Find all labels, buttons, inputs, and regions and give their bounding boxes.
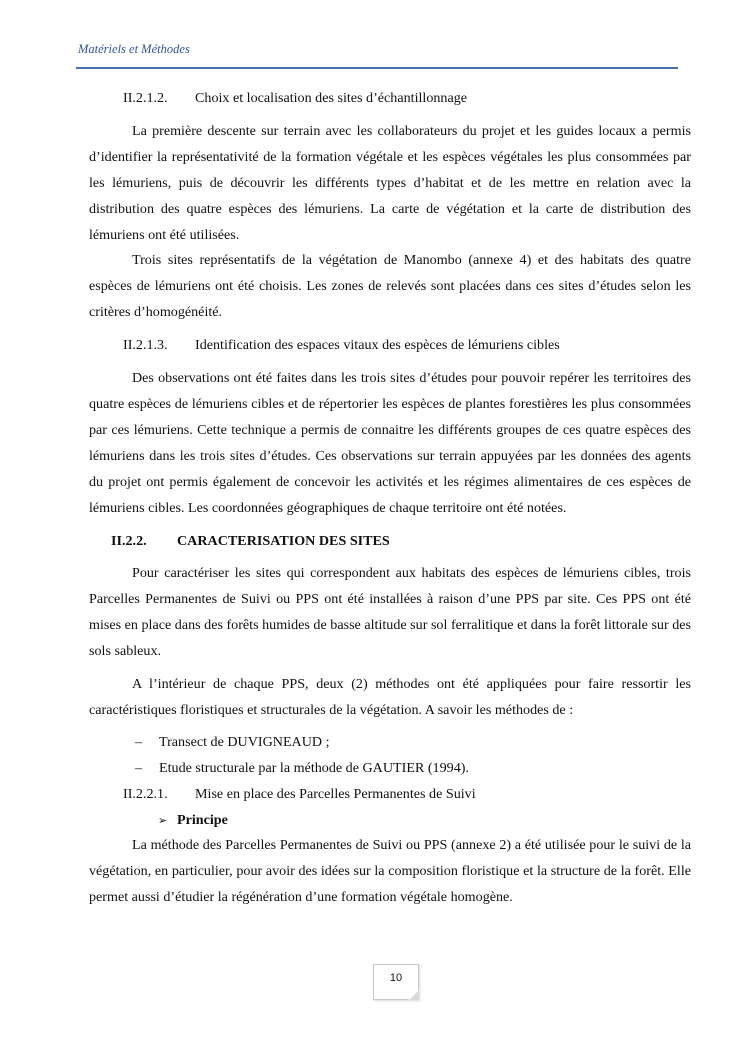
dash-bullet: – <box>135 733 143 750</box>
page-fold-corner <box>409 990 419 1000</box>
section-number: II.2.1.2. <box>123 90 168 106</box>
section-heading-2-2-1 <box>123 782 691 808</box>
header-divider <box>76 67 678 69</box>
list-item-text: Etude structurale par la méthode de GAUTIER (1994). <box>159 759 469 776</box>
paragraph: Des observations ont été faites dans les trois sites d’études pour pouvoir repérer les territoires des quatre espèces de lémuriens cibles et de répertorier les espèces de plantes forestières les plus consommées par ces lémuriens. Cette technique a permis de connaitre les différents groupes de ces quatre espèces des lémuriens dans les trois sites d’études. Ces observations sur terrain appuyées par les données des agents du projet ont permis également de concevoir les activités et les régimes alimentaires de ces espèces de lémuriens cibles. Les coordonnées géographiques de chaque territoire ont été notées. <box>89 370 691 516</box>
section-title: Choix et localisation des sites d’échantillonnage <box>195 90 468 106</box>
paragraph: Trois sites représentatifs de la végétation de Manombo (annexe 4) et des habitats des quatre espèces de lémuriens ont été choisis. Les zones de relevés sont placées dans ces sites d’études selon les critères d’homogénéité. <box>89 252 691 321</box>
section-number: II.2.2.1. <box>123 785 168 802</box>
methods-list <box>135 730 691 782</box>
list-item <box>135 756 691 782</box>
paragraph: Pour caractériser les sites qui correspondent aux habitats des espèces de lémuriens cibles, trois Parcelles Permanentes de Suivi ou PPS ont été installées à raison d’une PPS par site. Ces PPS ont été mises en place dans des forêts humides de basse altitude sur sol ferralitique et dans la forêt littorale sur des sols sableux. <box>89 565 691 660</box>
principe-bullet <box>158 808 691 834</box>
section-heading-2-2 <box>111 529 691 555</box>
list-item-text: Transect de DUVIGNEAUD ; <box>159 733 330 750</box>
section-title: CARACTERISATION DES SITES <box>177 532 390 549</box>
page-number: 10 <box>389 972 403 984</box>
bullet-label: Principe <box>177 811 228 828</box>
section-number: II.2.2. <box>111 532 147 549</box>
running-header: Matériels et Méthodes <box>78 42 190 56</box>
page-number-box <box>373 964 419 1000</box>
paragraph: A l’intérieur de chaque PPS, deux (2) méthodes ont été appliquées pour faire ressortir les caractéristiques floristiques et structurales de la végétation. A savoir les méthodes de : <box>89 676 691 718</box>
dash-bullet: – <box>135 759 143 776</box>
paragraph: La méthode des Parcelles Permanentes de Suivi ou PPS (annexe 2) a été utilisée pour le suivi de la végétation, en particulier, pour avoir des idées sur la composition floristique et la structure de la forêt. Elle permet aussi d’étudier la régénération d’une formation végétale homogène. <box>89 837 691 906</box>
section-number: II.2.1.3. <box>123 337 168 354</box>
section-title: Mise en place des Parcelles Permanentes de Suivi <box>195 785 476 802</box>
list-item <box>135 730 691 756</box>
page-body <box>89 86 691 911</box>
section-heading-2-1-2 <box>123 86 691 112</box>
section-heading-2-1-3 <box>123 333 691 359</box>
section-title: Identification des espaces vitaux des espèces de lémuriens cibles <box>195 337 560 354</box>
paragraph: La première descente sur terrain avec les collaborateurs du projet et les guides locaux a permis d’identifier la représentativité de la formation végétale et les espèces végétales les plus consommées par les lémuriens, puis de découvrir les différents types d’habitat et de les mettre en relation avec la distribution des quatre espèces des lémuriens. La carte de végétation et la carte de distribution des lémuriens ont été utilisées. <box>89 122 691 243</box>
arrow-bullet-icon: ➢ <box>158 813 168 827</box>
